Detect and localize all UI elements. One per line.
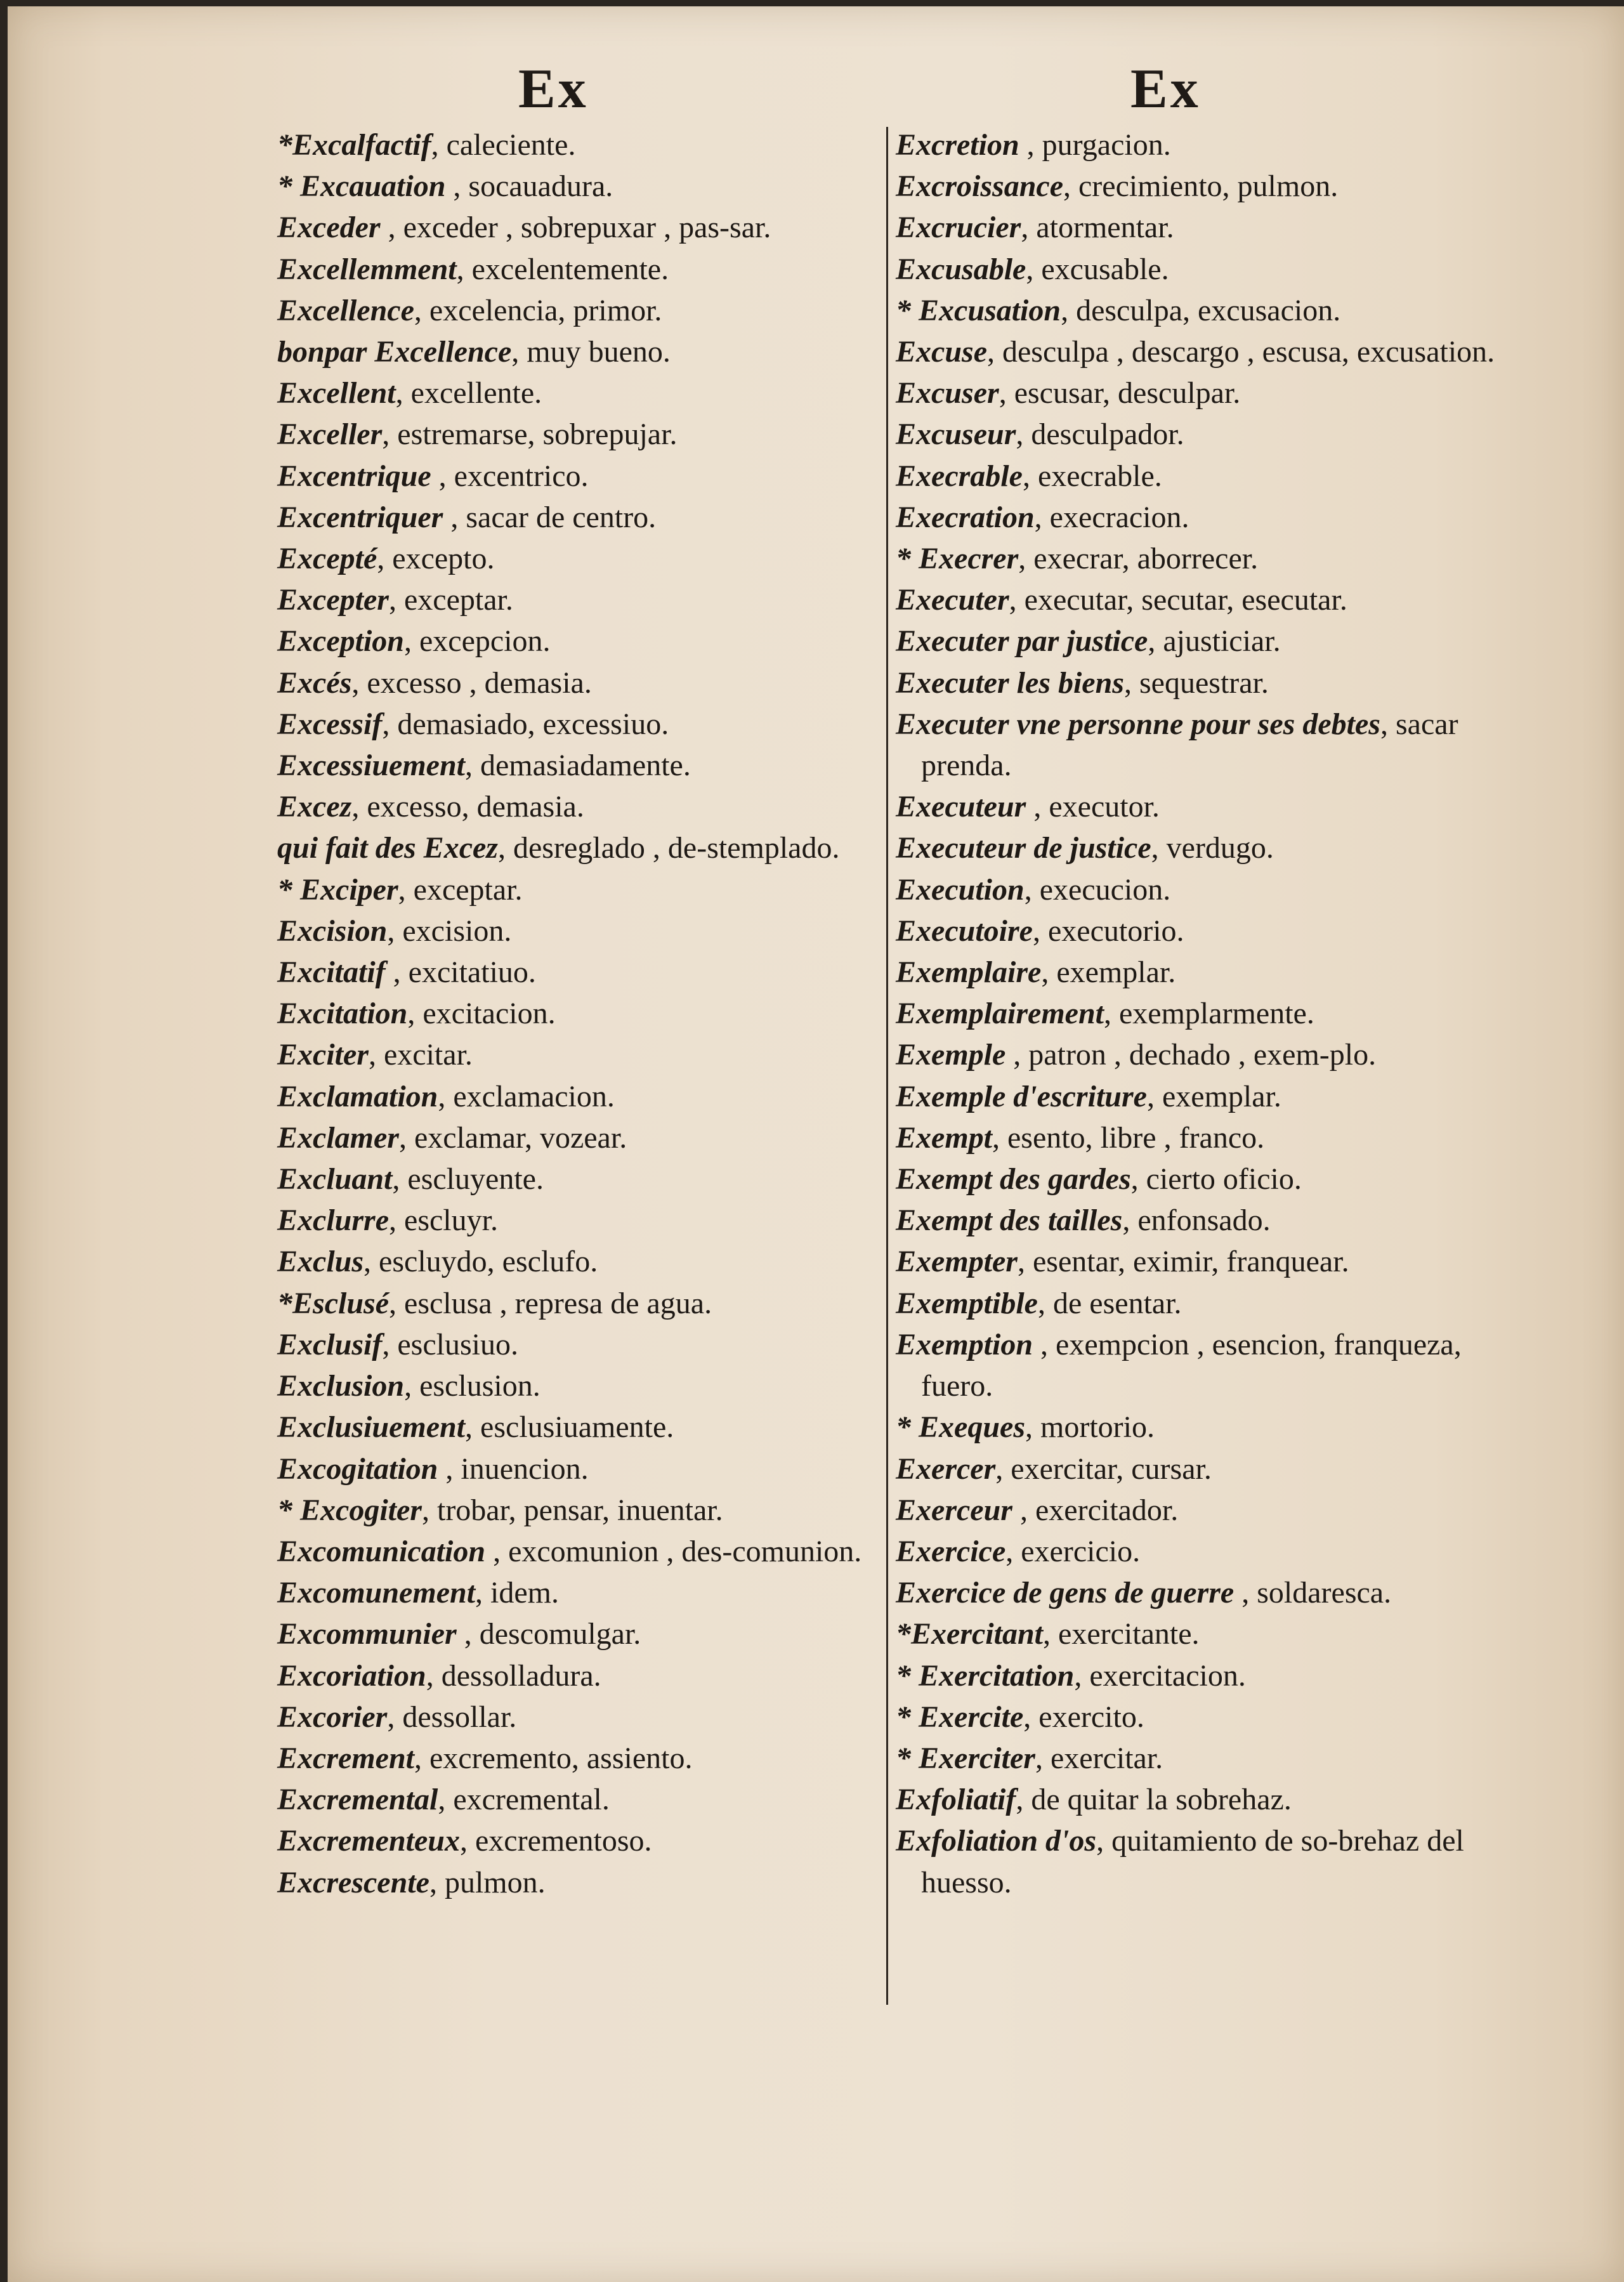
entry-translation: , excelencia, primor. (414, 293, 662, 327)
entry-translation: , exercitar, cursar. (995, 1452, 1212, 1486)
dictionary-entry (277, 1241, 886, 1282)
entry-translation: , exceptar. (398, 872, 523, 907)
running-head-left: Ex (518, 58, 589, 120)
entry-translation: , excitar. (368, 1038, 473, 1072)
entry-translation: , escusar, desculpar. (999, 376, 1241, 410)
entry-lemma: Excluant (277, 1162, 393, 1197)
dictionary-entry (277, 1531, 886, 1572)
entry-lemma: * Exerciter (896, 1741, 1035, 1775)
entry-translation: , desculpa, excusacion. (1061, 293, 1341, 327)
entry-lemma: Excretion (896, 128, 1019, 162)
dictionary-entry (896, 1283, 1530, 1324)
entry-lemma: Executeur (896, 790, 1026, 824)
entry-translation: , excesso , demasia. (351, 666, 592, 700)
entry-lemma: Exfoliatif (896, 1783, 1016, 1817)
dictionary-entry (896, 1820, 1530, 1903)
entry-translation: , execrar, aborrecer. (1018, 542, 1259, 576)
entry-translation: , trobar, pensar, inuentar. (421, 1493, 723, 1527)
dictionary-entry (277, 497, 886, 538)
entry-translation: , de quitar la sobrehaz. (1016, 1783, 1292, 1817)
entry-translation: , excesso, demasia. (351, 790, 584, 824)
dictionary-entry (896, 1490, 1530, 1531)
entry-translation: , purgacion. (1019, 128, 1171, 162)
entry-lemma: Exercer (896, 1452, 996, 1486)
entry-lemma: Excitatif (277, 955, 386, 990)
dictionary-entry (896, 538, 1530, 579)
entry-translation: , sacar de centro. (443, 500, 657, 534)
entry-translation: , sacar prenda. (921, 707, 1458, 783)
entry-translation: , esentar, eximir, franquear. (1017, 1245, 1349, 1279)
entry-translation: , excepcion. (404, 624, 551, 659)
dictionary-entry (896, 952, 1530, 993)
entry-translation: , estremarse, sobrepujar. (382, 417, 678, 452)
entry-lemma: Exfoliation d'os (896, 1824, 1097, 1858)
entry-lemma: Excogitation (277, 1452, 438, 1486)
dictionary-entry (896, 249, 1530, 290)
entry-lemma: Excés (277, 666, 352, 700)
entry-translation: , escluyr. (389, 1203, 498, 1238)
entry-translation: , escluyente. (392, 1162, 544, 1197)
dictionary-page (8, 6, 1624, 2282)
entry-lemma: Excessif (277, 707, 383, 741)
entry-translation: , exercitacion. (1074, 1658, 1246, 1693)
dictionary-entry (277, 1490, 886, 1531)
entry-lemma: Exemptible (896, 1286, 1038, 1320)
dictionary-entry (896, 372, 1530, 414)
dictionary-entry (277, 620, 886, 662)
entry-lemma: Exercice de gens de guerre (896, 1576, 1234, 1610)
entry-lemma: *Exercitant (896, 1617, 1044, 1651)
entry-lemma: Executoire (896, 914, 1033, 948)
dictionary-entry (277, 1613, 886, 1655)
entry-lemma: * Exciper (277, 872, 398, 907)
entry-lemma: * Exercitation (896, 1658, 1075, 1693)
entry-translation: , excepto. (377, 542, 495, 576)
entry-translation: , exceptar. (388, 583, 513, 617)
dictionary-entry (896, 1241, 1530, 1282)
dictionary-entry (277, 1200, 886, 1241)
entry-lemma: Excusable (896, 252, 1026, 286)
entry-translation: , caleciente. (431, 128, 576, 162)
dictionary-entry (277, 414, 886, 455)
entry-translation: , excentrico. (431, 459, 589, 493)
dictionary-entry (277, 869, 886, 910)
entry-lemma: Execration (896, 500, 1035, 534)
entry-translation: , execrable. (1022, 459, 1162, 493)
entry-translation: , muy bueno. (511, 335, 671, 369)
dictionary-entry (277, 456, 886, 497)
entry-lemma: Exercice (896, 1534, 1006, 1568)
entry-lemma: Executer par justice (896, 624, 1148, 659)
dictionary-entry (277, 166, 886, 207)
entry-lemma: Excision (277, 914, 388, 948)
entry-lemma: Exemplaire (896, 955, 1042, 990)
entry-lemma: Exemple d'escriture (896, 1079, 1147, 1113)
entry-translation: , excision. (387, 914, 512, 948)
entry-lemma: Excomunement (277, 1576, 476, 1610)
dictionary-entry (277, 207, 886, 248)
entry-translation: , exemplar. (1146, 1079, 1281, 1113)
entry-lemma: Executer (896, 583, 1009, 617)
entry-translation: , excrementoso. (459, 1824, 652, 1858)
dictionary-entry (896, 827, 1530, 869)
entry-lemma: Excoriation (277, 1658, 426, 1693)
entry-lemma: Exempter (896, 1245, 1018, 1279)
entry-translation: , excitacion. (407, 997, 556, 1031)
entry-lemma: Excellent (277, 376, 396, 410)
dictionary-entry (896, 1034, 1530, 1075)
entry-lemma: Exempt des tailles (896, 1203, 1123, 1238)
dictionary-entry (277, 1448, 886, 1490)
dictionary-entry (896, 497, 1530, 538)
entry-translation: , inuencion. (438, 1452, 589, 1486)
dictionary-entry (896, 1117, 1530, 1158)
entry-translation: , exclamar, vozear. (398, 1120, 627, 1155)
entry-translation: , exemplarmente. (1103, 997, 1314, 1031)
entry-translation: , excremento, assiento. (414, 1741, 693, 1775)
dictionary-entry (277, 952, 886, 993)
entry-translation: , cierto oficio. (1130, 1162, 1302, 1197)
dictionary-entry (896, 579, 1530, 620)
entry-lemma: Exclusif (277, 1327, 383, 1361)
entry-translation: , exercitar. (1035, 1741, 1163, 1775)
entry-lemma: Executer les biens (896, 666, 1124, 700)
dictionary-entry (277, 579, 886, 620)
entry-translation: , esclusiuamente. (465, 1410, 674, 1445)
entry-lemma: Exclusiuement (277, 1410, 466, 1445)
right-column (896, 124, 1530, 1903)
dictionary-entry (896, 704, 1530, 786)
entry-lemma: Excrucier (896, 211, 1021, 245)
entry-lemma: * Excogiter (277, 1493, 422, 1527)
entry-lemma: Execution (896, 872, 1025, 907)
entry-translation: , exercitador. (1012, 1493, 1179, 1527)
entry-lemma: Excuse (896, 335, 987, 369)
dictionary-entry (277, 1076, 886, 1117)
dictionary-entry (277, 538, 886, 579)
dictionary-entry (277, 1283, 886, 1324)
dictionary-entry (277, 1365, 886, 1407)
dictionary-entry (896, 414, 1530, 455)
dictionary-entry (896, 331, 1530, 372)
entry-lemma: Excessiuement (277, 749, 465, 783)
dictionary-entry (896, 1572, 1530, 1613)
entry-lemma: Exclus (277, 1245, 364, 1279)
dictionary-entry (896, 910, 1530, 952)
entry-lemma: Excrescente (277, 1865, 429, 1899)
dictionary-entry (277, 249, 886, 290)
dictionary-entry (277, 124, 886, 166)
dictionary-entry (896, 993, 1530, 1034)
entry-translation: , demasiado, excessiuo. (382, 707, 669, 741)
dictionary-entry (277, 786, 886, 827)
dictionary-entry (896, 1613, 1530, 1655)
entry-translation: , executorio. (1032, 914, 1184, 948)
entry-lemma: Exceller (277, 417, 383, 452)
entry-translation: , idem. (475, 1576, 560, 1610)
entry-translation: , excremental. (438, 1783, 610, 1817)
dictionary-entry (277, 910, 886, 952)
entry-translation: , exclamacion. (438, 1079, 615, 1113)
entry-lemma: Excomunication (277, 1534, 486, 1568)
entry-lemma: Excentrique (277, 459, 431, 493)
entry-translation: , crecimiento, pulmon. (1063, 169, 1339, 204)
entry-translation: , atormentar. (1021, 211, 1174, 245)
entry-lemma: Excremental (277, 1783, 438, 1817)
entry-lemma: Exception (277, 624, 404, 659)
entry-translation: , execucion. (1024, 872, 1171, 907)
dictionary-entry (277, 1158, 886, 1200)
dictionary-entry (896, 166, 1530, 207)
entry-lemma: Exempt (896, 1120, 992, 1155)
entry-translation: , esclusiuo. (382, 1327, 518, 1361)
dictionary-entry (277, 290, 886, 331)
dictionary-entry (277, 1779, 886, 1820)
entry-translation: , execracion. (1034, 500, 1189, 534)
entry-translation: , exemplar. (1041, 955, 1176, 990)
dictionary-entry (896, 1531, 1530, 1572)
entry-lemma: Exempt des gardes (896, 1162, 1131, 1197)
entry-translation: , ajusticiar. (1148, 624, 1281, 659)
left-column (277, 124, 886, 1903)
dictionary-entry (896, 124, 1530, 166)
entry-translation: , quitamiento de so-brehaz del huesso. (921, 1824, 1464, 1899)
dictionary-entry (277, 1862, 886, 1903)
entry-lemma: *Esclusé (277, 1286, 390, 1320)
entry-lemma: Exceder (277, 211, 381, 245)
entry-lemma: Exclurre (277, 1203, 390, 1238)
entry-lemma: Excitation (277, 997, 408, 1031)
entry-translation: , pulmon. (429, 1865, 546, 1899)
entry-lemma: Exerceur (896, 1493, 1012, 1527)
entry-translation: , exercito. (1023, 1700, 1144, 1734)
column-divider (886, 127, 888, 2005)
dictionary-entry (277, 662, 886, 704)
entry-lemma: Exciter (277, 1038, 369, 1072)
entry-lemma: Excellemment (277, 252, 457, 286)
entry-translation: , mortorio. (1025, 1410, 1155, 1445)
entry-lemma: Excrementeux (277, 1824, 460, 1858)
dictionary-entry (896, 620, 1530, 662)
dictionary-entry (896, 1655, 1530, 1696)
entry-translation: , sequestrar. (1123, 666, 1269, 700)
dictionary-entry (277, 1572, 886, 1613)
dictionary-entry (896, 869, 1530, 910)
entry-translation: , excelentemente. (456, 252, 669, 286)
dictionary-entry (896, 786, 1530, 827)
dictionary-entry (896, 1696, 1530, 1738)
entry-lemma: Exclamation (277, 1079, 438, 1113)
entry-lemma: Executer vne personne pour ses debtes (896, 707, 1380, 741)
entry-translation: , executar, secutar, esecutar. (1009, 583, 1347, 617)
dictionary-entry (896, 662, 1530, 704)
entry-translation: , socauadura. (445, 169, 613, 204)
entry-lemma: Exemption (896, 1327, 1033, 1361)
entry-translation: , verdugo. (1151, 831, 1274, 865)
dictionary-entry (277, 827, 886, 869)
entry-lemma: * Excusation (896, 293, 1061, 327)
entry-lemma: * Excauation (277, 169, 446, 204)
dictionary-entry (277, 1324, 886, 1365)
entry-translation: , excomunion , des-comunion. (485, 1534, 862, 1568)
entry-lemma: * Exeques (896, 1410, 1025, 1445)
entry-translation: , demasiadamente. (465, 749, 691, 783)
entry-lemma: Excentriquer (277, 500, 443, 534)
entry-lemma: Execrable (896, 459, 1023, 493)
entry-lemma: Exclusion (277, 1369, 405, 1403)
dictionary-entry (277, 1655, 886, 1696)
entry-translation: , exceder , sobrepuxar , pas-sar. (380, 211, 771, 245)
entry-lemma: Excepter (277, 583, 389, 617)
dictionary-entry (896, 1324, 1530, 1407)
entry-translation: , esclusion. (404, 1369, 540, 1403)
entry-translation: , desculpa , descargo , escusa, excusation. (987, 335, 1495, 369)
dictionary-entry (277, 704, 886, 745)
entry-translation: , excitatiuo. (385, 955, 536, 990)
entry-translation: , executor. (1026, 790, 1160, 824)
dictionary-entry (896, 1738, 1530, 1779)
dictionary-entry (896, 1200, 1530, 1241)
entry-lemma: * Execrer (896, 542, 1019, 576)
entry-translation: , excellente. (395, 376, 542, 410)
dictionary-entry (896, 1779, 1530, 1820)
dictionary-entry (277, 1117, 886, 1158)
running-head-right: Ex (1130, 58, 1201, 120)
entry-translation: , esclusa , represa de agua. (389, 1286, 712, 1320)
entry-lemma: Excorier (277, 1700, 388, 1734)
entry-translation: , patron , dechado , exem-plo. (1005, 1038, 1377, 1072)
dictionary-entry (277, 1738, 886, 1779)
entry-lemma: Exemple (896, 1038, 1006, 1072)
entry-lemma: bonpar Excellence (277, 335, 512, 369)
dictionary-entry (277, 331, 886, 372)
dictionary-entry (277, 745, 886, 786)
entry-translation: , de esentar. (1037, 1286, 1182, 1320)
dictionary-entry (896, 1448, 1530, 1490)
entry-lemma: Excellence (277, 293, 414, 327)
entry-lemma: Excez (277, 790, 352, 824)
entry-translation: , descomulgar. (456, 1617, 641, 1651)
dictionary-entry (277, 1407, 886, 1448)
entry-lemma: Excrement (277, 1741, 414, 1775)
entry-translation: , exercitante. (1043, 1617, 1200, 1651)
dictionary-entry (896, 1158, 1530, 1200)
entry-translation: , exempcion , esencion, franqueza, fuero. (921, 1327, 1462, 1403)
entry-translation: , enfonsado. (1122, 1203, 1271, 1238)
dictionary-entry (896, 456, 1530, 497)
entry-translation: , esento, libre , franco. (992, 1120, 1265, 1155)
dictionary-entry (277, 1696, 886, 1738)
entry-lemma: Executeur de justice (896, 831, 1151, 865)
dictionary-entry (277, 372, 886, 414)
entry-translation: , exercicio. (1005, 1534, 1141, 1568)
entry-lemma: * Exercite (896, 1700, 1024, 1734)
entry-translation: , dessolladura. (426, 1658, 601, 1693)
dictionary-entry (896, 207, 1530, 248)
entry-lemma: Excroissance (896, 169, 1063, 204)
entry-translation: , excusable. (1026, 252, 1169, 286)
entry-translation: , escluydo, esclufo. (363, 1245, 598, 1279)
entry-lemma: *Excalfactif (277, 128, 431, 162)
entry-translation: , desculpador. (1016, 417, 1184, 452)
dictionary-entry (277, 1820, 886, 1861)
entry-lemma: qui fait des Excez (277, 831, 498, 865)
entry-translation: , desreglado , de-stemplado. (497, 831, 840, 865)
entry-lemma: Exemplairement (896, 997, 1104, 1031)
dictionary-entry (277, 1034, 886, 1075)
dictionary-entry (896, 1407, 1530, 1448)
dictionary-entry (896, 1076, 1530, 1117)
entry-lemma: Excepté (277, 542, 377, 576)
entry-translation: , soldaresca. (1234, 1576, 1392, 1610)
entry-translation: , dessollar. (387, 1700, 517, 1734)
entry-lemma: Exclamer (277, 1120, 399, 1155)
dictionary-entry (277, 993, 886, 1034)
entry-lemma: Excuseur (896, 417, 1016, 452)
dictionary-entry (896, 290, 1530, 331)
entry-lemma: Excommunier (277, 1617, 457, 1651)
entry-lemma: Excuser (896, 376, 999, 410)
